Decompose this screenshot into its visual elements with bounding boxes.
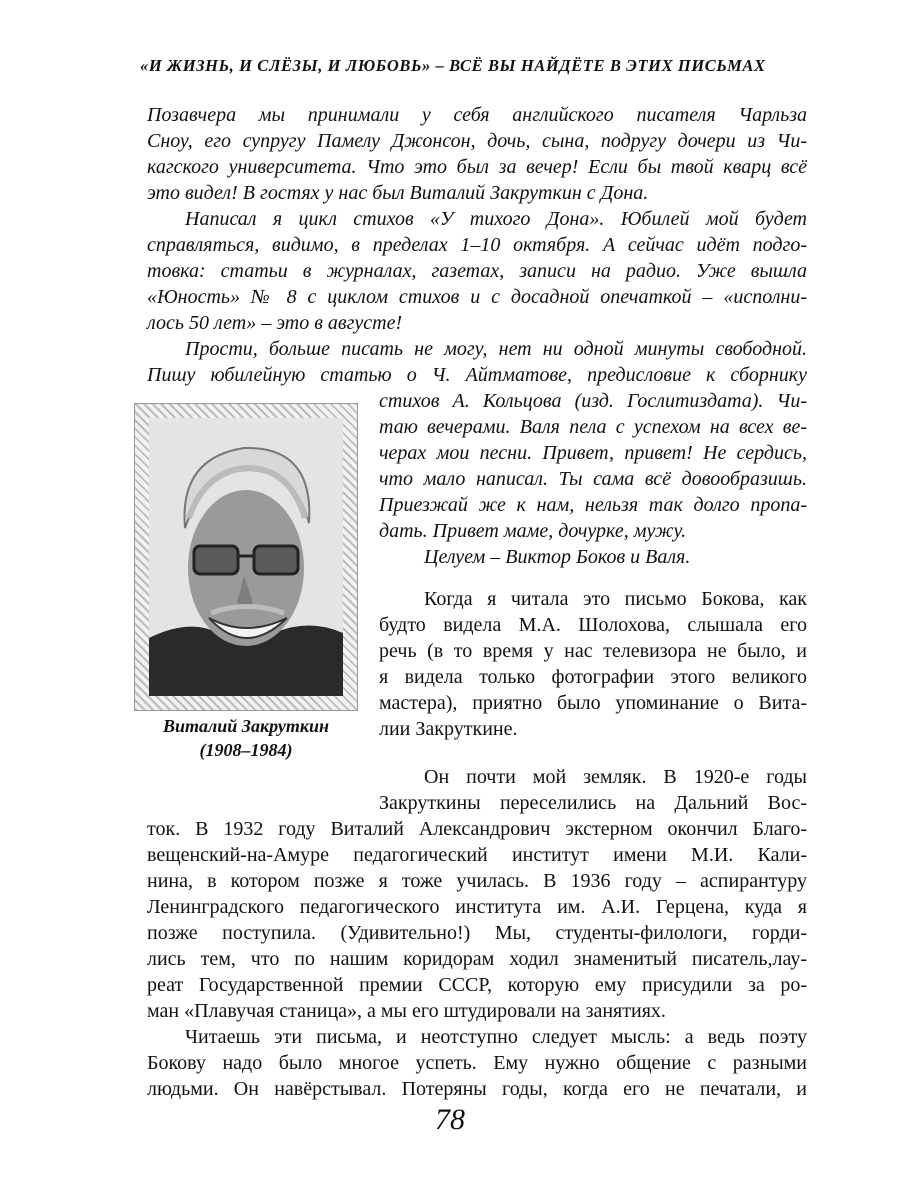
letter-line: черах мои песни. Привет, привет! Не сердись,: [379, 442, 807, 464]
letter-line: Приезжай же к нам, нельзя так долго пропа-: [379, 494, 807, 516]
body-line: Когда я читала это письмо Бокова, как: [424, 588, 807, 610]
body-line: позже поступила. (Удивительно!) Мы, студенты-филологи, горди-: [147, 922, 807, 944]
letter-line: Сноу, его супругу Памелу Джонсон, дочь, сына, подругу дочери из Чи-: [147, 130, 807, 152]
letter-line: Прости, больше писать не могу, нет ни одной минуты свободной.: [185, 338, 807, 360]
portrait-caption-years: (1908–1984): [199, 740, 293, 760]
letter-line: дать. Привет маме, дочурке, мужу.: [379, 520, 687, 542]
letter-line: кагского университета. Что это был за вечер! Если бы твой кварц всё: [147, 156, 807, 178]
letter-line: товка: статьи в журналах, газетах, записи на радио. Уже вышла: [147, 260, 807, 282]
body-line: лии Закруткине.: [379, 718, 518, 740]
letter-line: это видел! В гостях у нас был Виталий Закруткин с Дона.: [147, 182, 649, 204]
body-line: лись тем, что по нашим коридорам ходил знаменитый писатель,лау-: [147, 948, 807, 970]
body-line: Читаешь эти письма, и неотступно следует мысль: а ведь поэту: [185, 1026, 807, 1048]
body-line: Он почти мой земляк. В 1920-е годы: [424, 766, 807, 788]
letter-line: Написал я цикл стихов «У тихого Дона». Юбилей мой будет: [185, 208, 807, 230]
body-line: Ленинградского педагогического института им. А.И. Герцена, куда я: [147, 896, 807, 918]
letter-line: Позавчера мы принимали у себя английского писателя Чарльза: [147, 104, 807, 126]
body-line: людьми. Он навёрстывал. Потеряны годы, когда его не печатали, и: [147, 1078, 807, 1100]
portrait-photo: [149, 418, 343, 696]
letter-line: стихов А. Кольцова (изд. Гослитиздата). Чи-: [379, 390, 807, 412]
letter-line: справляться, видимо, в пределах 1–10 октября. А сейчас идёт подго-: [147, 234, 807, 256]
body-line: реат Государственной премии СССР, которую ему присудили за ро-: [147, 974, 807, 996]
portrait-caption-name: Виталий Закруткин: [163, 716, 329, 736]
body-line: речь (в то время у нас телевизора не было, и: [379, 640, 807, 662]
body-line: будто видела М.А. Шолохова, слышала его: [379, 614, 807, 636]
portrait-illustration: [149, 418, 343, 696]
portrait-frame: [134, 403, 358, 711]
body-line: ман «Плавучая станица», а мы его штудировали на занятиях.: [147, 1000, 666, 1022]
running-header: «И ЖИЗНЬ, И СЛЁЗЫ, И ЛЮБОВЬ» – ВСЁ ВЫ НАЙДЁТЕ В ЭТИХ ПИСЬМАХ: [140, 56, 766, 75]
letter-line: что мало написал. Ты сама всё довообразишь.: [379, 468, 807, 490]
letter-line: Пишу юбилейную статью о Ч. Айтматове, предисловие к сборнику: [147, 364, 807, 386]
body-line: вещенский-на-Амуре педагогический институт имени М.И. Кали-: [147, 844, 807, 866]
page-number: 78: [435, 1103, 465, 1136]
body-line: ток. В 1932 году Виталий Александрович экстерном окончил Благо-: [147, 818, 807, 840]
body-line: я видела только фотографии этого великого: [379, 666, 807, 688]
body-line: нина, в котором позже я тоже училась. В 1936 году – аспирантуру: [147, 870, 807, 892]
body-line: Закруткины переселились на Дальний Вос-: [379, 792, 807, 814]
letter-line: таю вечерами. Валя пела с успехом на всех ве-: [379, 416, 807, 438]
letter-line: «Юность» № 8 с циклом стихов и с досадной опечаткой – «исполни-: [147, 286, 807, 308]
letter-line: лось 50 лет» – это в августе!: [147, 312, 403, 334]
body-line: Бокову надо было многое успеть. Ему нужно общение с разными: [147, 1052, 807, 1074]
body-line: мастера), приятно было упоминание о Вита-: [379, 692, 807, 714]
letter-signature: Целуем – Виктор Боков и Валя.: [424, 546, 691, 568]
